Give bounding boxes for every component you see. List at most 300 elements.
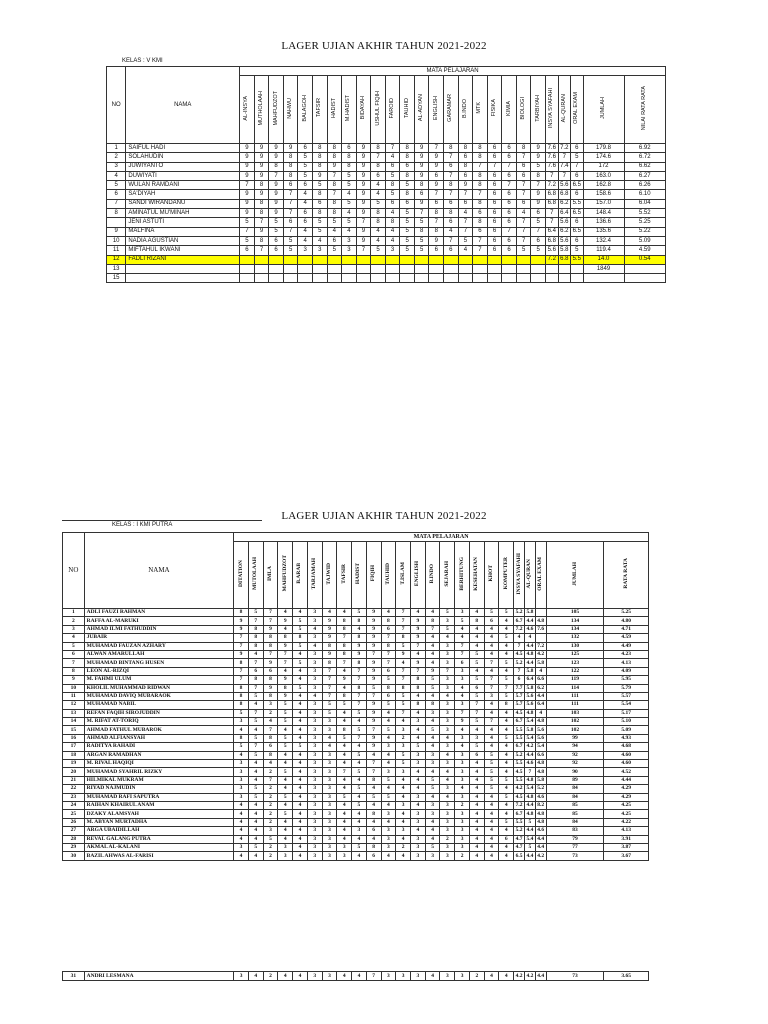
doc1-grade-cell: 7 xyxy=(487,162,502,171)
doc2-row-number: 13 xyxy=(63,709,85,717)
doc2-grade-cell: 9 xyxy=(411,625,426,633)
doc2-subject-header xyxy=(337,542,352,609)
doc1-grade-cell: 7 xyxy=(385,144,400,153)
doc2-grade-cell: 8 xyxy=(396,634,411,642)
doc1-grade-cell xyxy=(531,264,546,273)
doc2-subject-header xyxy=(263,542,278,609)
doc2-grade-cell: 3 xyxy=(307,776,322,784)
doc2-grade-cell: 9 xyxy=(337,676,352,684)
doc2-grade-cell: 4 xyxy=(352,972,367,981)
doc1-grade-cell xyxy=(371,255,386,264)
doc2-grade-cell: 8 xyxy=(381,617,396,625)
doc1-grade-cell: 9 xyxy=(429,236,444,245)
doc1-grade-cell: 7 xyxy=(516,218,531,227)
doc2-grade-cell: 4 xyxy=(440,734,455,742)
doc2-grade-cell: 8 xyxy=(263,642,278,650)
doc1-grade-cell: 14.0 xyxy=(583,255,624,264)
doc2-grade-cell: 4 xyxy=(278,625,293,633)
doc2-grade-cell: 7 xyxy=(263,609,278,617)
doc2-table-row xyxy=(63,835,649,843)
doc2-grade-cell: 7.7 xyxy=(515,684,523,691)
doc2-grade-cell: 4 xyxy=(425,659,440,667)
doc1-grade-cell: 7 xyxy=(545,209,558,218)
doc2-grade-cell: 3 xyxy=(455,751,470,759)
doc2-grade-cell: 4 xyxy=(293,835,308,843)
doc2-grade-cell: 4 xyxy=(352,718,367,726)
doc2-grade-cell: 3 xyxy=(396,827,411,835)
doc2-grade-cell: 4.68 xyxy=(604,743,649,751)
doc2-grade-cell: 4 xyxy=(469,852,484,860)
doc1-subject-header xyxy=(356,76,371,144)
doc1-grade-cell: 6 xyxy=(283,218,298,227)
doc2-grade-cell: 3 xyxy=(307,760,322,768)
doc2-grade-cell: 5 xyxy=(322,709,337,717)
doc2-row-number: 16 xyxy=(63,734,85,742)
doc1-grade-cell: 7 xyxy=(545,218,558,227)
doc2-grade-cell: 4 xyxy=(293,718,308,726)
doc2-student-name: M. RIVAL HAQIQI xyxy=(84,760,234,768)
doc2-row-number: 24 xyxy=(63,801,85,809)
doc2-grade-cell: 4 xyxy=(278,667,293,675)
doc2-grade-cell: 4 xyxy=(293,801,308,809)
doc1-subject-label: TAFSIR xyxy=(316,98,323,118)
doc1-grade-cell: 5 xyxy=(283,246,298,255)
doc2-grade-cell: 6 xyxy=(263,743,278,751)
doc2-grade-cell: 5 xyxy=(278,743,293,751)
doc2-student-name: MUHAMAD SYAHRIL RIZKY xyxy=(84,768,234,776)
doc2-grade-cell: 3 xyxy=(234,760,249,768)
doc2-grade-cell: 4.5 xyxy=(515,793,523,800)
doc2-grade-cell: 5.2 xyxy=(515,609,523,616)
doc2-table-row xyxy=(63,676,649,684)
doc2-grade-cell: 3 xyxy=(307,634,322,642)
doc2-grade-cell: 5.4 xyxy=(526,785,534,792)
doc2-grade-cell: 3 xyxy=(322,827,337,835)
doc2-grade-cell: 3 xyxy=(411,760,426,768)
doc2-table-row xyxy=(63,843,649,851)
doc2-grade-cell: 3 xyxy=(234,785,249,793)
doc1-grade-cell: 7.2 xyxy=(545,181,558,190)
doc2-grade-cell: 111 xyxy=(546,701,604,709)
doc2-subject-label: B.ARAB xyxy=(296,563,303,584)
doc2-grade-cell: 7.2 xyxy=(515,625,523,632)
doc1-grade-cell xyxy=(458,264,473,273)
doc2-grade-cell: 8 xyxy=(263,676,278,684)
doc1-grade-cell: 8 xyxy=(371,209,386,218)
doc2-grade-cell: 4 xyxy=(455,743,470,751)
doc2-row-number: 14 xyxy=(63,718,85,726)
doc1-grade-cell: 6.04 xyxy=(624,199,666,208)
doc2-grade-cell: 4 xyxy=(484,650,499,658)
doc1-grade-cell: 8 xyxy=(312,209,327,218)
doc2-grade-cell: 4.8 xyxy=(526,777,534,783)
doc2-grade-cell: 4 xyxy=(499,810,514,818)
doc2-subject-label: ENGLISH xyxy=(414,560,421,587)
doc2-subject-label: RATA RATA xyxy=(622,558,629,589)
doc1-grade-cell: 6 xyxy=(458,153,473,162)
doc1-grade-cell: 7 xyxy=(473,162,488,171)
doc2-grade-cell: 8 xyxy=(234,659,249,667)
doc2-grade-cell: 4.60 xyxy=(604,751,649,759)
doc1-grade-cell: 6.26 xyxy=(624,181,666,190)
doc1-grade-cell xyxy=(502,274,517,283)
doc2-grade-cell: 4 xyxy=(293,843,308,851)
doc2-grade-cell: 4 xyxy=(337,776,352,784)
doc2-table-row xyxy=(63,734,649,742)
doc2-grade-cell: 4 xyxy=(469,609,484,617)
doc2-subject-label: SEJARAH xyxy=(443,560,450,587)
doc2-grade-cell: 8 xyxy=(366,810,381,818)
doc1-grade-cell: 9 xyxy=(254,144,269,153)
doc2-grade-cell: 3 xyxy=(307,617,322,625)
doc2-table-row xyxy=(63,810,649,818)
doc2-grade-cell: 3 xyxy=(455,972,470,981)
doc1-grade-cell: 8 xyxy=(473,181,488,190)
doc1-grade-cell: 8 xyxy=(429,209,444,218)
doc2-grade-cell: 6 xyxy=(263,667,278,675)
doc1-grade-cell: 9 xyxy=(356,199,371,208)
doc1-subject-label: AL-INSYA xyxy=(243,95,250,121)
doc1-grade-cell: 7 xyxy=(502,227,517,236)
doc2-grade-cell: 4 xyxy=(263,718,278,726)
doc2-grade-cell: 4 xyxy=(484,734,499,742)
doc1-grade-cell: 5.6 xyxy=(558,236,571,245)
doc2-subject-label: MAHFUDZOT xyxy=(281,555,288,592)
doc2-subject-header xyxy=(307,542,322,609)
doc1-grade-cell: 5 xyxy=(312,227,327,236)
doc2-grade-cell: 5.2 xyxy=(515,827,523,834)
doc1-grade-cell: 6 xyxy=(487,246,502,255)
doc1-grade-cell: 6.2 xyxy=(558,227,571,236)
doc2-grade-cell: 4 xyxy=(469,793,484,801)
doc2-grade-cell: 3 xyxy=(440,659,455,667)
doc2-grade-cell: 4 xyxy=(535,667,546,675)
doc2-grade-cell: 4 xyxy=(411,709,426,717)
doc1-grade-cell: 6 xyxy=(571,236,584,245)
doc1-subject-header xyxy=(254,76,269,144)
doc1-grade-cell: 5 xyxy=(240,218,255,227)
doc1-subject-label: HADIST xyxy=(330,97,337,119)
doc2-grade-cell: 5 xyxy=(337,701,352,709)
doc2-grade-cell: 5.5 xyxy=(515,777,523,783)
doc1-student-name: JUWIYANTO xyxy=(126,162,240,171)
doc1-grade-cell: 8 xyxy=(429,227,444,236)
doc2-grade-cell: 3 xyxy=(411,843,426,851)
doc2-grade-cell: 3 xyxy=(381,810,396,818)
doc2-table-row xyxy=(63,634,649,642)
doc2-student-name: DZAKY ALAMSYAH xyxy=(84,810,234,818)
doc2-grade-cell: 9 xyxy=(278,676,293,684)
doc2-grade-cell: 7 xyxy=(396,676,411,684)
doc2-grade-cell: 4 xyxy=(499,843,514,851)
doc2-grade-cell: 4.6 xyxy=(526,760,534,767)
doc2-grade-cell: 9 xyxy=(396,650,411,658)
doc2-subject-label: DITATION xyxy=(237,560,244,587)
doc2-grade-cell: 8 xyxy=(337,642,352,650)
doc2-grade-cell: 4 xyxy=(425,634,440,642)
doc1-grade-cell: 179.8 xyxy=(583,144,624,153)
doc1-grade-cell: 163.0 xyxy=(583,171,624,180)
doc1-grade-cell: 9 xyxy=(269,181,284,190)
doc2-grade-cell: 4.8 xyxy=(537,760,545,767)
doc1-grade-cell: 8 xyxy=(254,236,269,245)
doc2-grade-cell: 8 xyxy=(234,734,249,742)
doc2-grade-cell: 7 xyxy=(396,667,411,675)
doc1-grade-cell: 9 xyxy=(356,171,371,180)
doc1-subject-label: BIOLOGI xyxy=(520,96,527,120)
doc1-grade-cell: 4 xyxy=(312,236,327,245)
doc2-grade-cell: 7 xyxy=(248,743,263,751)
doc1-grade-cell: 7 xyxy=(473,190,488,199)
doc2-grade-cell: 9 xyxy=(455,718,470,726)
doc2-subject-header xyxy=(440,542,455,609)
doc1-grade-cell xyxy=(254,264,269,273)
doc1-subject-header xyxy=(312,76,327,144)
doc1-grade-cell: 9 xyxy=(269,153,284,162)
doc1-grade-cell: 9 xyxy=(356,209,371,218)
doc1-grade-cell: 3 xyxy=(342,246,357,255)
doc2-grade-cell: 4 xyxy=(366,835,381,843)
doc1-subject-label: B.INDO xyxy=(461,98,468,118)
doc2-student-name: ADLI FAUZI RAHMAN xyxy=(84,609,234,617)
doc1-grade-cell: 6 xyxy=(502,171,517,180)
doc1-grade-cell xyxy=(545,264,558,273)
doc1-subject-header xyxy=(429,76,444,144)
doc1-grade-cell: 8 xyxy=(312,190,327,199)
doc2-grade-cell: 9 xyxy=(263,659,278,667)
doc1-grade-cell xyxy=(312,255,327,264)
doc2-grade-cell: 4.80 xyxy=(604,617,649,625)
doc2-grade-cell: 5 xyxy=(322,701,337,709)
doc1-grade-cell: 5 xyxy=(400,236,415,245)
doc2-grade-cell: 9 xyxy=(234,650,249,658)
doc1-row-number: 12 xyxy=(107,255,126,264)
doc2-grade-cell: 4.6 xyxy=(526,625,534,632)
doc2-subject-label: B.INDO xyxy=(429,563,436,584)
doc2-grade-cell: 4.8 xyxy=(526,651,534,658)
doc2-grade-cell: 2 xyxy=(440,835,455,843)
doc2-grade-cell: 4 xyxy=(484,625,499,633)
doc2-grade-cell: 8 xyxy=(381,684,396,692)
doc2-student-name: MUHAMAD DAVIQ MUBARAOK xyxy=(84,692,234,700)
doc2-grade-cell: 4.52 xyxy=(604,768,649,776)
doc2-grade-cell: 79 xyxy=(546,835,604,843)
doc1-grade-cell: 9 xyxy=(240,199,255,208)
doc1-grade-cell: 3 xyxy=(385,246,400,255)
doc2-grade-cell: 3 xyxy=(322,835,337,843)
doc2-grade-cell: 3 xyxy=(278,843,293,851)
doc1-grade-cell: 7 xyxy=(254,218,269,227)
doc1-grade-cell: 4 xyxy=(385,209,400,218)
doc2-student-name: ANDRI LESMANA xyxy=(84,972,234,981)
doc2-grade-cell: 3 xyxy=(411,751,426,759)
doc1-grade-cell: 6 xyxy=(444,162,459,171)
doc2-grade-cell: 4 xyxy=(381,785,396,793)
doc1-grade-cell: 5 xyxy=(400,246,415,255)
doc1-grade-cell: 5 xyxy=(327,218,342,227)
doc2-grade-cell: 5 xyxy=(278,709,293,717)
doc2-subject-label: JUMLAH xyxy=(571,561,578,586)
doc2-subject-header xyxy=(425,542,440,609)
doc1-grade-cell: 5 xyxy=(400,181,415,190)
doc2-grade-cell: 7 xyxy=(248,617,263,625)
doc1-grade-cell xyxy=(558,274,571,283)
doc2-grade-cell: 8 xyxy=(337,625,352,633)
doc2-grade-cell: 4 xyxy=(499,852,514,860)
doc1-grade-cell xyxy=(327,264,342,273)
doc1-grade-cell: 7 xyxy=(502,162,517,171)
doc2-grade-cell: 3 xyxy=(234,718,249,726)
doc1-grade-cell: 9 xyxy=(240,162,255,171)
doc1-grade-cell: 8 xyxy=(444,181,459,190)
doc1-grade-cell: 8 xyxy=(254,209,269,218)
doc2-grade-cell: 8 xyxy=(337,617,352,625)
doc1-student-name xyxy=(126,264,240,273)
doc2-grade-cell: 5 xyxy=(440,609,455,617)
doc1-grade-cell: 4 xyxy=(458,209,473,218)
doc2-row-number: 17 xyxy=(63,743,85,751)
doc2-grade-cell: 2 xyxy=(263,709,278,717)
doc2-grade-cell: 4 xyxy=(352,818,367,826)
doc2-grade-cell: 99 xyxy=(546,734,604,742)
doc2-subject-header xyxy=(514,542,525,609)
doc2-grade-cell: 9 xyxy=(234,625,249,633)
doc1-table-row xyxy=(107,190,666,199)
doc2-grade-cell: 4 xyxy=(425,793,440,801)
doc1-grade-cell: 5 xyxy=(414,218,429,227)
doc2-grade-cell: 4.2 xyxy=(515,972,523,979)
doc1-grade-cell: 7 xyxy=(473,236,488,245)
doc1-grade-cell: 6 xyxy=(429,199,444,208)
doc2-grade-cell: 102 xyxy=(546,718,604,726)
doc1-grade-cell: 4 xyxy=(458,246,473,255)
doc1-grade-cell: 7 xyxy=(458,227,473,236)
doc2-grade-cell: 4.25 xyxy=(604,801,649,809)
doc1-grade-cell xyxy=(571,264,584,273)
doc2-grade-cell: 132 xyxy=(546,634,604,642)
doc2-grade-cell: 4 xyxy=(411,776,426,784)
doc2-grade-cell: 3 xyxy=(322,843,337,851)
doc1-grade-cell: 3 xyxy=(298,246,313,255)
doc1-row-number: 5 xyxy=(107,181,126,190)
doc1-table-row xyxy=(107,171,666,180)
doc1-grade-cell: 6.10 xyxy=(624,190,666,199)
doc2-grade-cell: 7 xyxy=(366,650,381,658)
doc1-grade-cell: 6.62 xyxy=(624,162,666,171)
doc1-grade-cell: 9 xyxy=(429,162,444,171)
doc2-grade-cell: 3 xyxy=(425,709,440,717)
doc2-grade-cell: 5.25 xyxy=(604,609,649,617)
doc2-grade-cell: 4 xyxy=(396,793,411,801)
doc2-grade-cell: 4 xyxy=(396,818,411,826)
doc1-row-number: 4 xyxy=(107,171,126,180)
doc2-grade-cell: 8 xyxy=(293,634,308,642)
doc2-grade-cell: 5 xyxy=(381,776,396,784)
doc2-grade-cell: 4 xyxy=(469,835,484,843)
doc2-grade-cell: 4 xyxy=(337,810,352,818)
doc2-grade-cell: 3 xyxy=(440,810,455,818)
doc1-grade-cell xyxy=(385,264,400,273)
doc2-grade-cell: 5.10 xyxy=(604,718,649,726)
doc2-grade-cell: 4 xyxy=(248,810,263,818)
doc1-grade-cell: 7 xyxy=(254,246,269,255)
doc2-grade-cell: 5 xyxy=(381,676,396,684)
doc2-grade-cell: 134 xyxy=(546,625,604,633)
doc1-grade-cell xyxy=(487,274,502,283)
doc1-student-name: AMINATUL MU'MINAH xyxy=(126,209,240,218)
doc1-subject-header xyxy=(473,76,488,144)
doc1-grade-cell: 9 xyxy=(327,162,342,171)
doc2-grade-cell: 4.8 xyxy=(537,718,545,725)
doc2-grade-cell: 4.7 xyxy=(515,844,523,851)
doc2-student-name: ARGA UBAIDILLAH xyxy=(84,827,234,835)
doc1-grade-cell: 6 xyxy=(414,190,429,199)
doc2-grade-cell: 4 xyxy=(425,972,440,981)
doc1-subject-label: INSYA SYAFAHI xyxy=(548,87,555,129)
doc2-grade-cell: 5 xyxy=(396,751,411,759)
doc2-grade-cell: 8 xyxy=(248,642,263,650)
doc2-grade-cell: 3 xyxy=(307,734,322,742)
doc1-grade-cell: 6 xyxy=(298,218,313,227)
doc1-grade-cell: 6 xyxy=(516,171,531,180)
doc2-student-name: KHOLIL MUHAMMAD RIDWAN xyxy=(84,684,234,692)
doc1-subject-label: AL-ADYAN xyxy=(418,94,425,122)
doc2-grade-cell: 9 xyxy=(411,659,426,667)
doc2-grade-cell: 9 xyxy=(322,634,337,642)
doc1-grade-cell xyxy=(624,264,666,273)
doc1-grade-cell: 7.6 xyxy=(545,153,558,162)
doc2-grade-cell: 3 xyxy=(469,734,484,742)
doc1-subject-header xyxy=(624,76,666,144)
doc1-grade-cell: 4 xyxy=(371,236,386,245)
doc2-grade-cell: 3 xyxy=(322,785,337,793)
doc2-row-number: 26 xyxy=(63,818,85,826)
doc1-grade-cell xyxy=(342,255,357,264)
doc2-grade-cell: 8 xyxy=(396,684,411,692)
doc2-grade-cell: 4 xyxy=(499,642,514,650)
doc2-grade-cell: 5 xyxy=(248,751,263,759)
doc1-header-name: NAMA xyxy=(126,67,240,144)
doc2-grade-cell: 4 xyxy=(425,743,440,751)
doc2-grade-cell: 4.5 xyxy=(515,768,523,775)
doc2-grade-cell: 119 xyxy=(546,676,604,684)
doc2-student-name: ARGAN RAMADHAN xyxy=(84,751,234,759)
doc1-grade-cell: 6 xyxy=(502,236,517,245)
doc2-grade-cell: 7 xyxy=(455,642,470,650)
doc2-grade-cell: 3 xyxy=(381,843,396,851)
doc2-student-name: AHMAD ALFIANSYAH xyxy=(84,734,234,742)
doc1-subject-header xyxy=(583,76,624,144)
doc2-grade-cell: 5 xyxy=(499,734,514,742)
doc2-grade-cell: 3 xyxy=(322,768,337,776)
doc2-grade-cell: 4 xyxy=(322,743,337,751)
doc2-grade-cell: 7 xyxy=(440,667,455,675)
doc1-grade-cell: 5.6 xyxy=(558,181,571,190)
doc2-grade-cell: 5.8 xyxy=(526,609,534,616)
doc2-grade-cell: 6 xyxy=(484,617,499,625)
doc2-grade-cell: 7 xyxy=(278,659,293,667)
doc2-grade-cell: 7.6 xyxy=(537,625,545,632)
doc2-grade-cell: 5 xyxy=(263,835,278,843)
doc2-grade-cell: 6.4 xyxy=(537,701,545,708)
doc2-grade-cell: 4 xyxy=(278,776,293,784)
doc2-grade-cell: 3 xyxy=(322,726,337,734)
doc2-grade-cell: 4 xyxy=(484,642,499,650)
doc2-grade-cell: 8 xyxy=(263,634,278,642)
doc2-header-no: NO xyxy=(63,533,85,609)
doc1-grade-cell: 9 xyxy=(269,199,284,208)
doc2-grade-cell: 84 xyxy=(546,818,604,826)
